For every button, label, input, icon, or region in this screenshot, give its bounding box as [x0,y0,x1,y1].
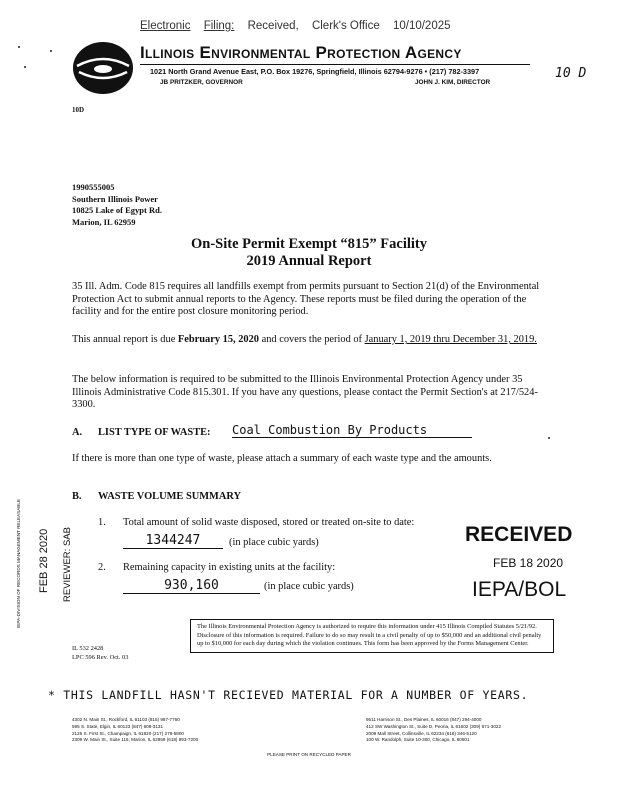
recycled-paper-note: PLEASE PRINT ON RECYCLED PAPER [267,752,351,757]
footer-right-3: 2009 Mall Street, Collinsville, IL 62234 (618) 346-5120 [366,730,477,736]
section-a-label: A. [72,427,83,438]
recipient-street: 10825 Lake of Egypt Rd. [72,205,162,215]
item-2-unit: (in place cubic yards) [264,581,354,592]
recipient-name: Southern Illinois Power [72,193,158,204]
filing-date: 10/10/2025 [392,20,451,32]
filing-label: Filing: [203,20,235,32]
agency-address: 1021 North Grand Avenue East, P.O. Box 19276, Springfield, Illinois 62794-9276 • (217) 782-3397 [150,67,480,76]
filing-office: Clerk's Office [311,20,380,32]
form-code-line-1: IL 532 2428 [72,645,104,652]
document-title [0,236,618,270]
paragraph-contact: The below information is required to be submitted to the Illinois Environmental Protection Agency under 35 Illinois Administrative Code 815.301. If you have any questions, please contact the Permit Section's at 217/524-3300. [72,374,538,410]
title-line-1: On-Site Permit Exempt “815” Facility [191,236,427,252]
side-reviewer: REVIEWER: SAB [62,527,73,602]
footer-left-2: 595 S. State, Elgin, IL 60123 (847) 608-3131 [72,723,164,729]
agency-name: Illinois Environmental Protection Agency [140,43,462,62]
footer-right-2: 412 SW Washington St., Suite D, Peoria, IL 61602 (309) 671-3022 [366,723,501,729]
recipient-block [72,182,162,228]
scan-speck [24,66,26,68]
due-date: February 15, 2020 [177,334,260,345]
due-text-b: and covers the period of [259,334,365,345]
recipient-id: 1990555005 [72,182,115,192]
section-a-note: If there is more than one type of waste, please attach a summary of each waste type and the amounts. [72,453,492,464]
filing-received: Received, [247,20,299,32]
agency-logo-icon [71,40,135,96]
section-b-heading: WASTE VOLUME SUMMARY [98,491,241,502]
paragraph-due-date [72,334,552,347]
item-2-number: 2. [98,562,106,573]
received-stamp-date: FEB 18 2020 [493,556,564,570]
item-1-number: 1. [98,517,106,528]
side-date: FEB 28 2020 [38,528,50,593]
report-period: January 1, 2019 thru December 31, 2019. [364,334,537,345]
footer-left-3: 2125 S. First St., Champaign, IL 61820 (217) 278-5800 [72,730,184,736]
item-1-unit: (in place cubic yards) [229,537,319,548]
footer-left-4: 2309 W. Main St., Suite 116, Marion, IL 62959 (618) 993-7200 [72,737,199,743]
scan-speck [18,46,20,48]
filing-header [140,20,461,32]
legal-notice-box: The Illinois Environmental Protection Agency is authorized to require this information under 415 Illinois Compiled Statutes 5/21/92. Disclosure of this information is required. Failure to do so may result in a civil penalty of up to $50,000 and an additional civil penalty up to $10,000 for each day during which the violation continues. This form has been approved by the Forms Management Center. [190,619,554,653]
footer-addresses-left [72,717,198,744]
form-code [72,644,128,662]
item-1-text: Total amount of solid waste disposed, stored or treated on-site to date: [123,517,415,528]
item-2-handwritten-value: 930,160 [123,578,260,594]
filing-electronic: Electronic [140,20,191,32]
received-stamp-office: IEPA/BOL [472,578,567,601]
item-2-text: Remaining capacity in existing units at the facility: [123,562,336,573]
margin-handwritten-note: 10 D [555,66,587,81]
footer-addresses-right [366,717,501,744]
section-b-label: B. [72,491,82,502]
footer-right-1: 9511 Harrison St., Des Plaines, IL 60016 (847) 294-4000 [366,717,482,722]
waste-type-handwritten: Coal Combustion By Products [232,423,472,438]
letterhead-rule [140,64,530,65]
director-name: JOHN J. KIM, DIRECTOR [415,79,491,86]
governor-name: JB PRITZKER, GOVERNOR [160,79,243,86]
paragraph-requirement: 35 Ill. Adm. Code 815 requires all landfills exempt from permits pursuant to Section 21(d) of the Environmental Protection Act to submit annual reports to the Agency. These reports must be filed during the operation of the facility and for the entire post closure monitoring period. [72,281,540,317]
bottom-handwritten-note: * THIS LANDFILL HASN'T RECIEVED MATERIAL FOR A NUMBER OF YEARS. [48,688,529,702]
footer-left-1: 4302 N. Main St., Rockford, IL 61103 (815) 987-7760 [72,717,180,722]
title-line-2: 2019 Annual Report [246,253,372,269]
section-a-heading: LIST TYPE OF WASTE: [98,427,211,438]
footer-right-4: 100 W. Randolph, Suite 10-300, Chicago, IL 60601 [366,737,470,743]
scan-speck [50,50,52,52]
item-1-handwritten-value: 1344247 [123,533,223,549]
form-code-line-2: LPC 596 Rev. Oct. 03 [72,654,129,661]
due-text-a: This annual report is due [72,334,178,345]
scan-speck [548,437,550,439]
document-code: 10D [72,106,85,114]
received-stamp: RECEIVED [465,523,573,546]
recipient-city: Marion, IL 62959 [72,216,136,227]
side-records: IEPA-DIVISION OF RECORDS MANAGEMENT RELEASABLE [16,499,21,628]
